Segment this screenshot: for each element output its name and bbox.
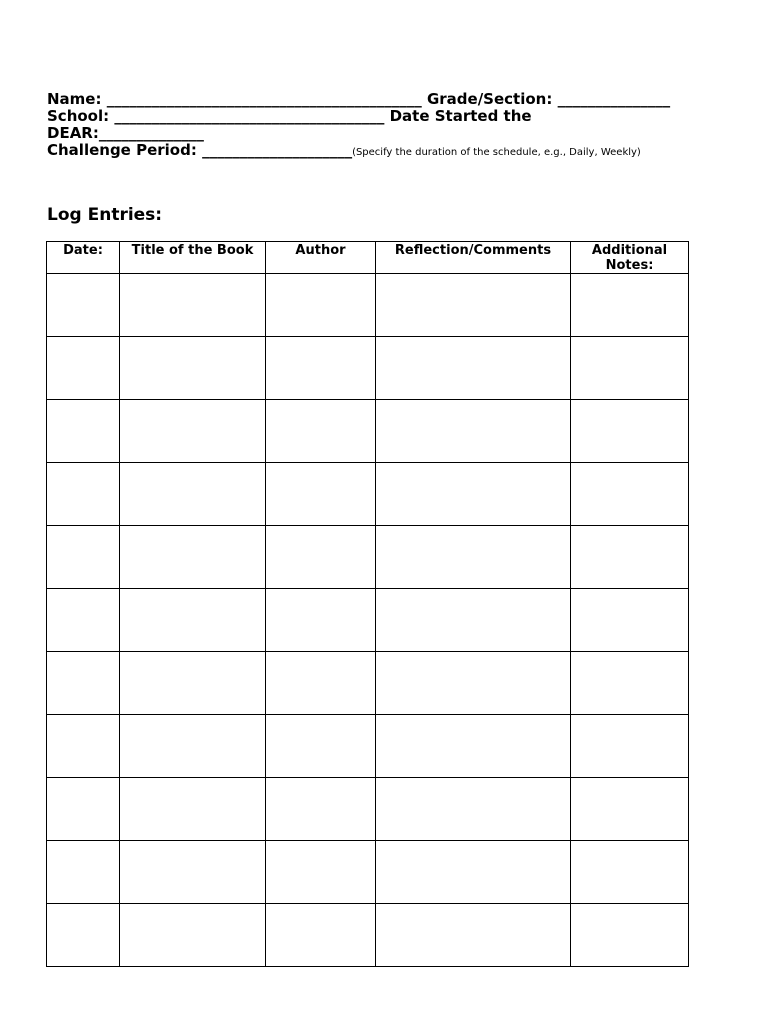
dear-date-field[interactable]: ______________	[98, 124, 204, 142]
reflection-cell[interactable]	[376, 337, 571, 400]
reflection-cell[interactable]	[376, 715, 571, 778]
notes-cell[interactable]	[571, 652, 689, 715]
notes-cell[interactable]	[571, 337, 689, 400]
title-cell[interactable]	[120, 400, 266, 463]
challenge-period-note: (Specify the duration of the schedule, e.g., Daily, Weekly)	[352, 147, 641, 158]
school-date-line	[47, 108, 532, 125]
date-cell[interactable]	[47, 526, 120, 589]
title-cell[interactable]	[120, 841, 266, 904]
author-cell[interactable]	[266, 400, 376, 463]
school-field[interactable]: ____________________________________	[114, 107, 385, 125]
notes-cell[interactable]	[571, 526, 689, 589]
title-cell[interactable]	[120, 589, 266, 652]
author-cell[interactable]	[266, 715, 376, 778]
challenge-period-label: Challenge Period:	[47, 141, 197, 159]
notes-cell[interactable]	[571, 904, 689, 967]
title-cell[interactable]	[120, 337, 266, 400]
title-cell[interactable]	[120, 526, 266, 589]
table-row	[47, 463, 689, 526]
author-cell[interactable]	[266, 652, 376, 715]
table-row	[47, 337, 689, 400]
author-cell[interactable]	[266, 526, 376, 589]
table-row	[47, 652, 689, 715]
date-cell[interactable]	[47, 904, 120, 967]
reflection-cell[interactable]	[376, 526, 571, 589]
title-cell[interactable]	[120, 715, 266, 778]
date-cell[interactable]	[47, 778, 120, 841]
name-label: Name:	[47, 90, 102, 108]
author-cell[interactable]	[266, 274, 376, 337]
date-cell[interactable]	[47, 589, 120, 652]
grade-section-label: Grade/Section:	[426, 90, 553, 108]
log-entries-table	[46, 241, 689, 967]
challenge-period-line	[47, 142, 641, 161]
reflection-cell[interactable]	[376, 841, 571, 904]
author-cell[interactable]	[266, 841, 376, 904]
notes-cell[interactable]	[571, 589, 689, 652]
column-header-notes: Additional Notes:	[571, 242, 689, 274]
name-grade-line	[47, 91, 670, 108]
reflection-cell[interactable]	[376, 778, 571, 841]
date-cell[interactable]	[47, 463, 120, 526]
date-cell[interactable]	[47, 841, 120, 904]
column-header-reflection: Reflection/Comments	[376, 242, 571, 274]
title-cell[interactable]	[120, 904, 266, 967]
dear-label: DEAR:	[47, 124, 99, 142]
table-row	[47, 841, 689, 904]
author-cell[interactable]	[266, 778, 376, 841]
table-row	[47, 778, 689, 841]
reflection-cell[interactable]	[376, 652, 571, 715]
table-row	[47, 904, 689, 967]
table-row	[47, 589, 689, 652]
table-row	[47, 715, 689, 778]
title-cell[interactable]	[120, 652, 266, 715]
table-row	[47, 526, 689, 589]
date-cell[interactable]	[47, 715, 120, 778]
notes-cell[interactable]	[571, 715, 689, 778]
notes-cell[interactable]	[571, 400, 689, 463]
date-cell[interactable]	[47, 337, 120, 400]
date-started-label: Date Started the	[389, 107, 532, 125]
notes-cell[interactable]	[571, 841, 689, 904]
dear-line	[47, 125, 204, 142]
log-entries-body	[47, 274, 689, 967]
challenge-period-field[interactable]: ____________________	[202, 141, 353, 159]
title-cell[interactable]	[120, 274, 266, 337]
table-row	[47, 274, 689, 337]
title-cell[interactable]	[120, 778, 266, 841]
title-cell[interactable]	[120, 463, 266, 526]
column-header-author: Author	[266, 242, 376, 274]
reflection-cell[interactable]	[376, 463, 571, 526]
date-cell[interactable]	[47, 274, 120, 337]
author-cell[interactable]	[266, 463, 376, 526]
column-header-title: Title of the Book	[120, 242, 266, 274]
reflection-cell[interactable]	[376, 904, 571, 967]
table-row	[47, 400, 689, 463]
reflection-cell[interactable]	[376, 274, 571, 337]
author-cell[interactable]	[266, 337, 376, 400]
notes-cell[interactable]	[571, 274, 689, 337]
notes-cell[interactable]	[571, 463, 689, 526]
date-cell[interactable]	[47, 400, 120, 463]
reflection-cell[interactable]	[376, 400, 571, 463]
log-entries-title: Log Entries:	[47, 205, 163, 225]
school-label: School:	[47, 107, 110, 125]
reflection-cell[interactable]	[376, 589, 571, 652]
date-cell[interactable]	[47, 652, 120, 715]
notes-cell[interactable]	[571, 778, 689, 841]
author-cell[interactable]	[266, 904, 376, 967]
name-field[interactable]: __________________________________________	[106, 90, 422, 108]
author-cell[interactable]	[266, 589, 376, 652]
table-header-row	[47, 242, 689, 274]
column-header-date: Date:	[47, 242, 120, 274]
grade-section-field[interactable]: _______________	[557, 90, 671, 108]
